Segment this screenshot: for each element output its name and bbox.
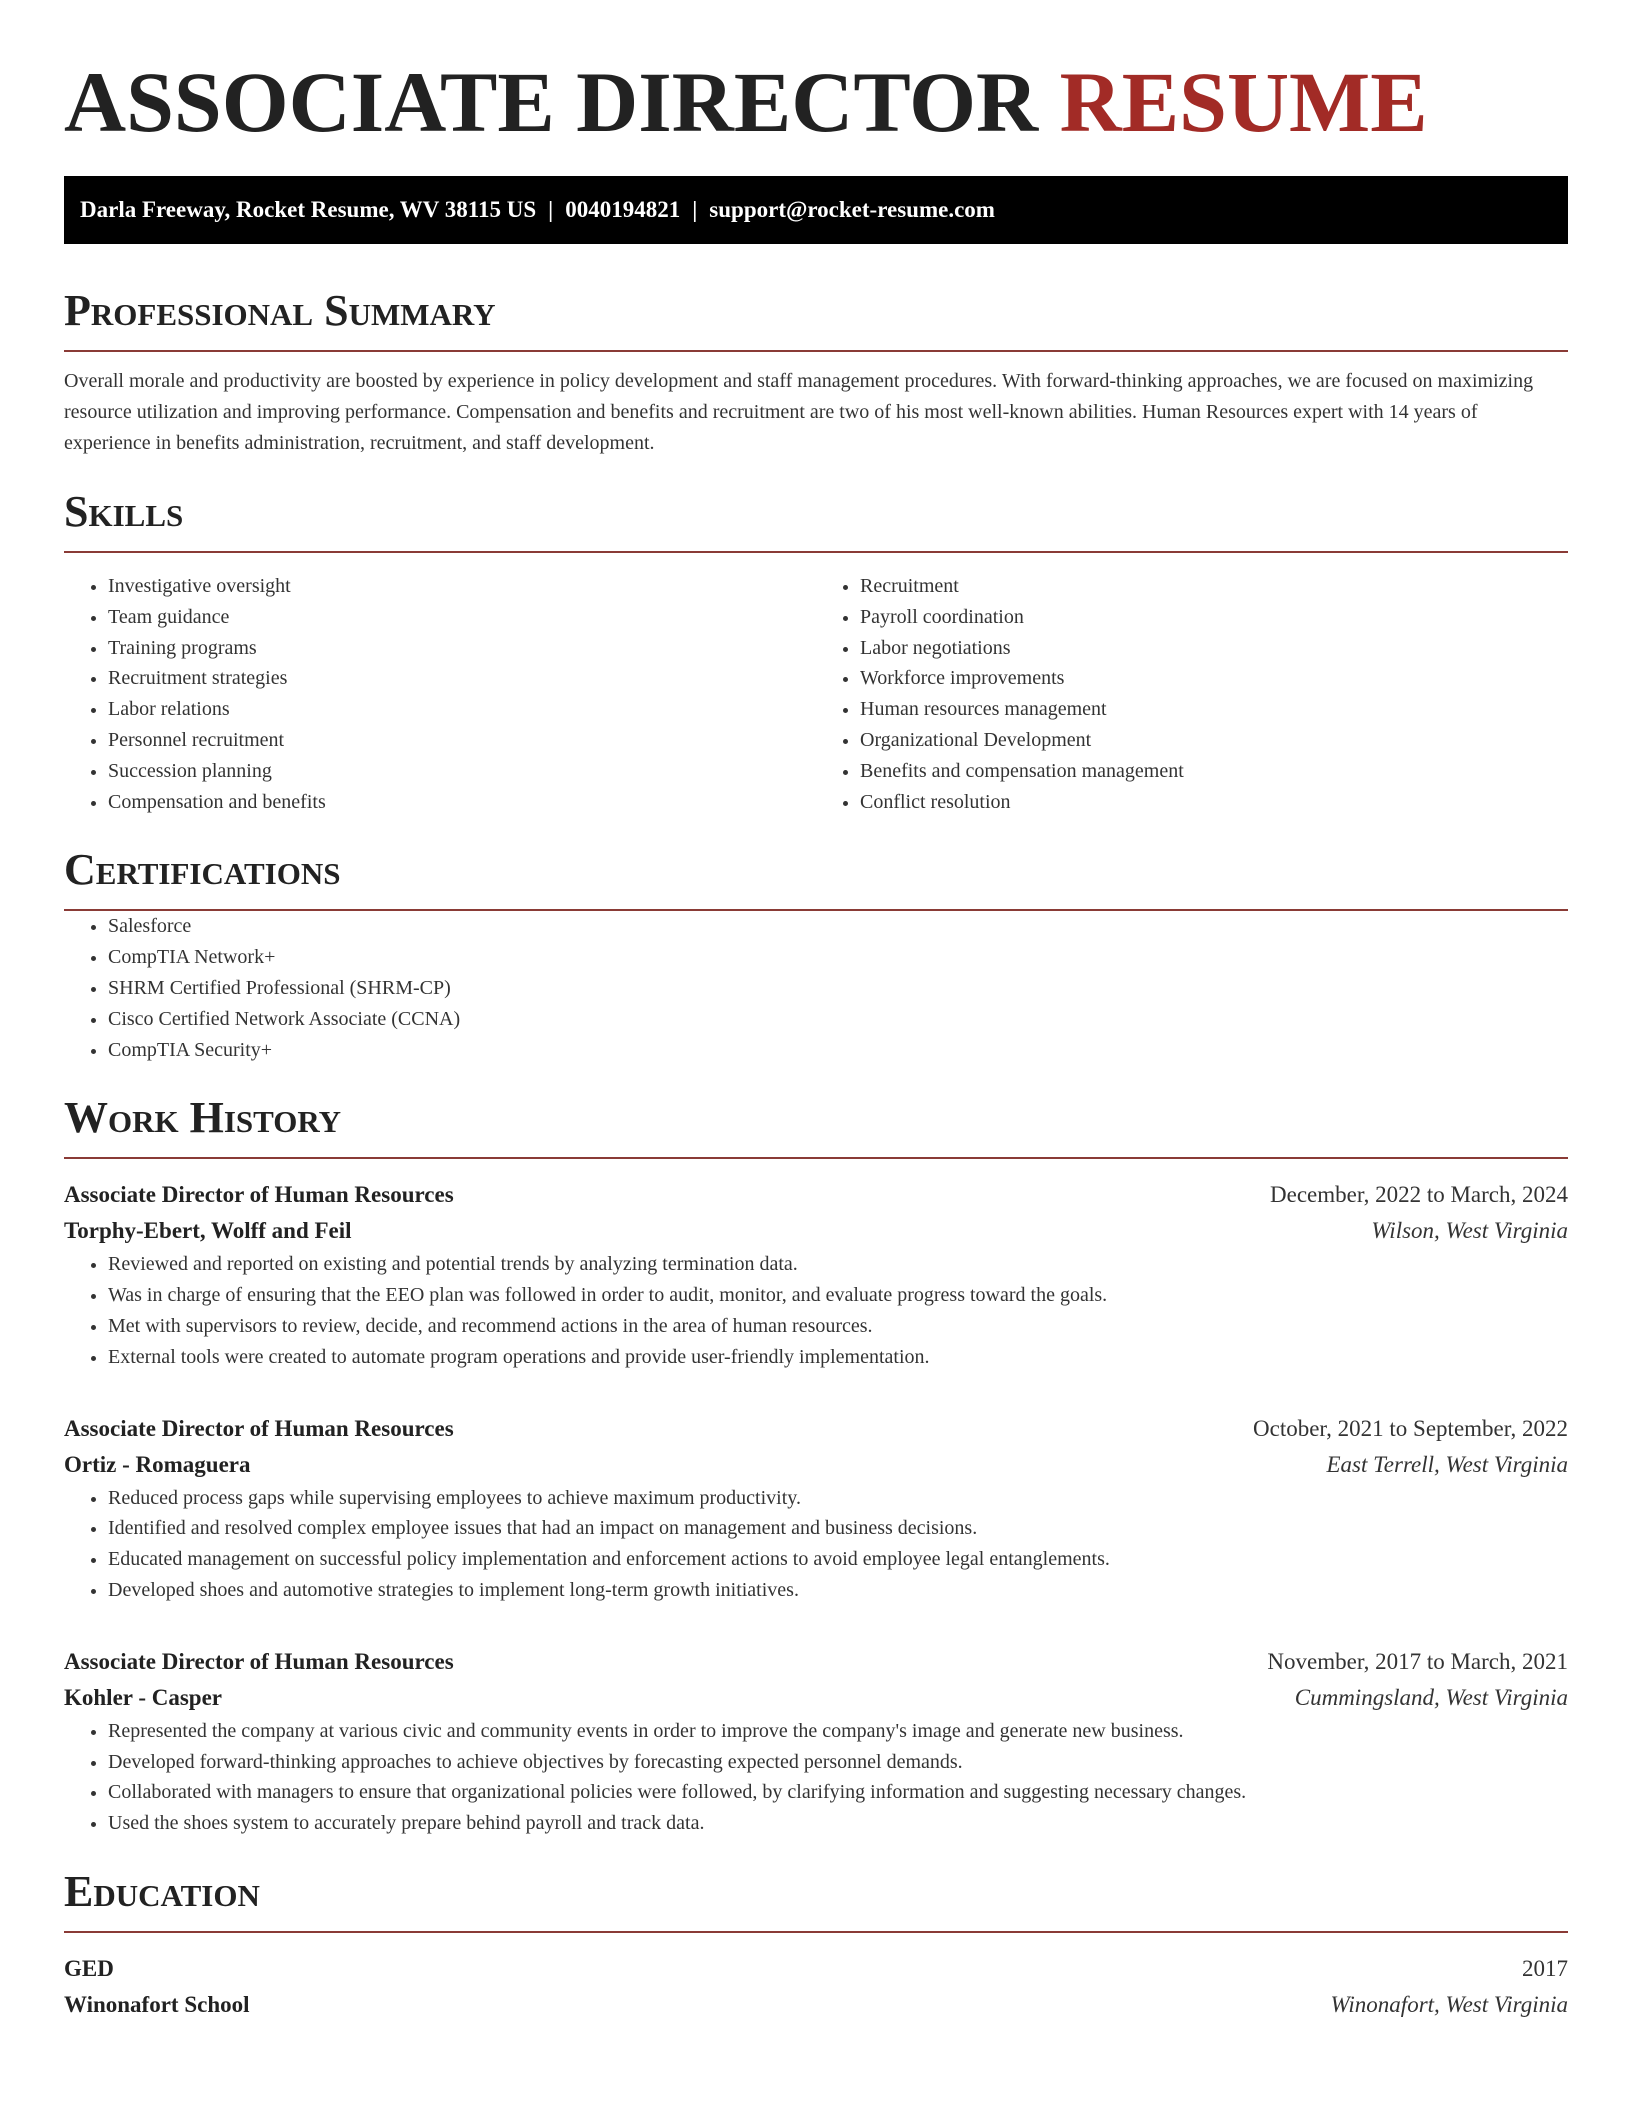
skills-columns [64,571,1568,817]
job-bullet: • Was in charge of ensuring that the EEO plan was followed in order to audit, monitor, and evaluate progress toward the goals. [108,1280,1568,1311]
certification-item: • CompTIA Network+ [108,942,1568,973]
job-bullets [64,1716,1568,1839]
education-entry [64,1951,1568,2023]
skills-column-left [64,571,816,817]
job-company: Torphy-Ebert, Wolff and Feil [64,1218,352,1244]
job-bullet: • Used the shoes system to accurately prepare behind payroll and track data. [108,1808,1568,1839]
job-dates: October, 2021 to September, 2022 [1253,1415,1568,1441]
job-location: Cummingsland, West Virginia [1294,1684,1568,1710]
skill-item: • Conflict resolution [860,787,1568,818]
skill-item: • Recruitment [860,571,1568,602]
skill-item: • Investigative oversight [108,571,816,602]
certification-item: • SHRM Certified Professional (SHRM-CP) [108,973,1568,1004]
job-bullet: • Represented the company at various civic and community events in order to improve the company's image and generate new business. [108,1716,1568,1747]
skills-heading: Skills [64,487,184,536]
job-bullet: • Reduced process gaps while supervising employees to achieve maximum productivity. [108,1483,1568,1514]
skill-item: • Training programs [108,633,816,664]
certification-item: • Cisco Certified Network Associate (CCNA) [108,1004,1568,1035]
job-company-row [64,1213,1568,1249]
skill-item: • Personnel recruitment [108,725,816,756]
job-header-row [64,1177,1568,1213]
job-header-row [64,1644,1568,1680]
job-bullet: • Developed shoes and automotive strategies to implement long-term growth initiatives. [108,1575,1568,1606]
education-header-row [64,1951,1568,1987]
section-divider [64,350,1568,352]
job-location: Wilson, West Virginia [1371,1218,1568,1244]
job-bullets [64,1249,1568,1372]
skill-item: • Payroll coordination [860,602,1568,633]
job-entry [64,1411,1568,1606]
section-divider [64,1931,1568,1933]
skill-item: • Recruitment strategies [108,663,816,694]
skill-item: • Compensation and benefits [108,787,816,818]
job-dates: November, 2017 to March, 2021 [1267,1648,1568,1674]
job-company: Kohler - Casper [64,1684,223,1710]
skill-item: • Human resources management [860,694,1568,725]
contact-phone[interactable]: 0040194821 [565,197,681,222]
contact-bar [64,176,1568,244]
skill-item: • Labor negotiations [860,633,1568,664]
skills-list-right [816,571,1568,817]
job-bullet: • Identified and resolved complex employee issues that had an impact on management and business decisions. [108,1513,1568,1544]
education-school: Winonafort School [64,1991,250,2017]
contact-separator: | [692,197,698,222]
section-divider [64,1157,1568,1159]
certification-item: • CompTIA Security+ [108,1035,1568,1066]
skill-item: • Labor relations [108,694,816,725]
education-school-row [64,1987,1568,2023]
job-header-row [64,1411,1568,1447]
job-company: Ortiz - Romaguera [64,1451,251,1477]
job-title: Associate Director of Human Resources [64,1182,454,1208]
resume-title [64,56,1568,148]
contact-separator: | [548,197,554,222]
job-bullets [64,1483,1568,1606]
section-divider [64,551,1568,553]
education-year: 2017 [1522,1955,1568,1981]
certifications-section [64,845,1568,1065]
work-history-heading: Work History [64,1093,342,1143]
job-entry [64,1177,1568,1372]
certifications-heading: Certifications [64,845,341,895]
job-title: Associate Director of Human Resources [64,1415,454,1441]
education-location: Winonafort, West Virginia [1330,1991,1568,2017]
job-bullet: • Developed forward-thinking approaches to achieve objectives by forecasting expected personnel demands. [108,1747,1568,1778]
education-degree: GED [64,1955,114,1981]
job-company-row [64,1680,1568,1716]
summary-heading: Professional Summary [64,286,496,335]
summary-text: Overall morale and productivity are boosted by experience in policy development and staff management procedures. With forward-thinking approaches, we are focused on maximizing resource utilization and improving performance. Compensation and benefits and recruitment are two of his most well-known abilities. Human Resources expert with 14 years of experience in benefits administration, recruitment, and staff development. [64,370,1534,454]
job-bullet: • Educated management on successful policy implementation and enforcement actions to avoid employee legal entanglements. [108,1544,1568,1575]
skills-column-right [816,571,1568,817]
job-title: Associate Director of Human Resources [64,1648,454,1674]
skill-item: • Succession planning [108,756,816,787]
skill-item: • Workforce improvements [860,663,1568,694]
job-bullet: • Met with supervisors to review, decide, and recommend actions in the area of human resources. [108,1311,1568,1342]
summary-section [64,286,1568,459]
job-entry [64,1644,1568,1839]
contact-address: Darla Freeway, Rocket Resume, WV 38115 US [80,197,537,222]
skills-section [64,487,1568,817]
job-company-row [64,1447,1568,1483]
job-location: East Terrell, West Virginia [1326,1451,1568,1477]
skill-item: • Benefits and compensation management [860,756,1568,787]
job-bullet: • Collaborated with managers to ensure that organizational policies were followed, by clarifying information and suggesting necessary changes. [108,1777,1568,1808]
certifications-list [64,911,1568,1065]
skills-list-left [64,571,816,817]
contact-email[interactable]: support@rocket-resume.com [709,197,995,222]
job-bullet: • External tools were created to automate program operations and provide user-friendly implementation. [108,1342,1568,1373]
skill-item: • Team guidance [108,602,816,633]
certification-item: • Salesforce [108,911,1568,942]
education-section [64,1867,1568,2023]
work-history-section [64,1093,1568,1839]
title-accent: RESUME [1059,54,1428,150]
education-heading: Education [64,1866,260,1916]
job-bullet: • Reviewed and reported on existing and potential trends by analyzing termination data. [108,1249,1568,1280]
job-dates: December, 2022 to March, 2024 [1270,1182,1568,1208]
title-main: ASSOCIATE DIRECTOR [64,54,1039,150]
skill-item: • Organizational Development [860,725,1568,756]
